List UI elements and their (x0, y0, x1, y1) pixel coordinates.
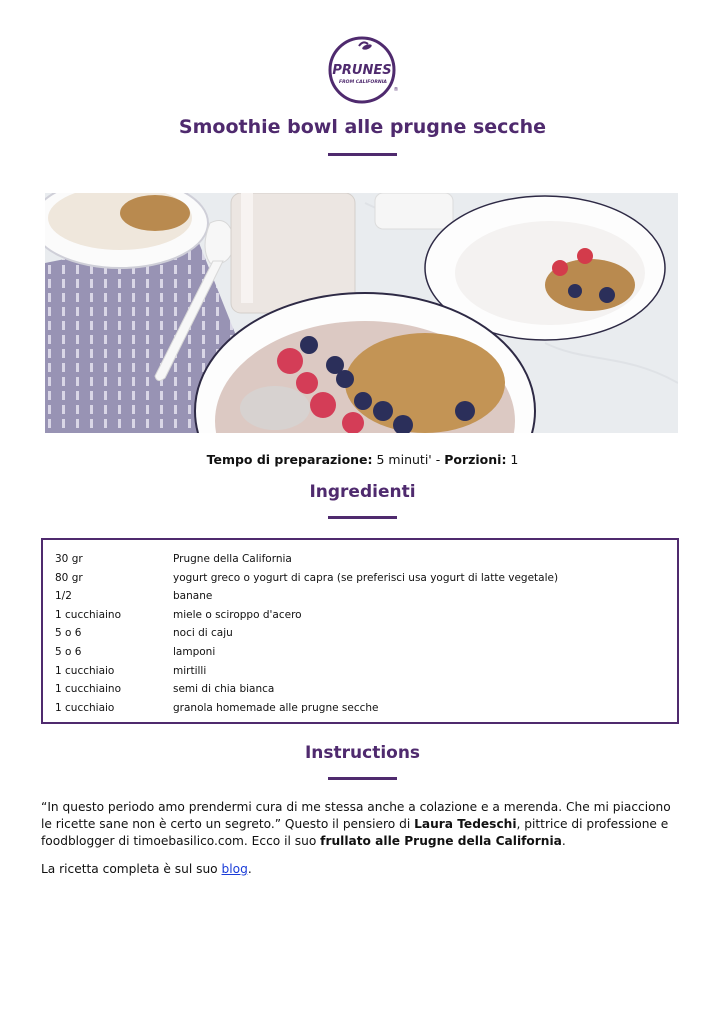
svg-text:FROM CALIFORNIA: FROM CALIFORNIA (338, 80, 388, 85)
blog-text: La ricetta completa è sul suo (41, 862, 222, 876)
servings-label: Porzioni: (444, 452, 507, 467)
ingredient-name: mirtilli (173, 664, 207, 677)
ingredient-quantity: 5 o 6 (55, 646, 82, 658)
ingredient-name: banane (173, 590, 213, 603)
blog-link[interactable]: blog (221, 862, 248, 876)
recipe-highlight: frullato alle Prugne della California (320, 834, 562, 848)
ingredient-quantity: 80 gr (55, 571, 83, 584)
prep-time-label: Tempo di preparazione: (206, 452, 373, 467)
title-divider (328, 153, 397, 156)
prep-time-value: 5 minuti' - (372, 452, 445, 467)
ingredients-heading: Ingredienti (309, 482, 416, 502)
instructions-text: , pittrice di professione e foodblogger di timoebasilico.com. Ecco il suo (41, 817, 669, 848)
blog-paragraph (41, 861, 681, 878)
ingredient-quantity: 30 gr (55, 553, 83, 565)
ingredient-quantity: 1 cucchiaino (55, 608, 121, 621)
instructions-text: . (561, 834, 566, 848)
instructions-divider (328, 777, 397, 780)
instructions-paragraph (41, 799, 681, 850)
svg-text:PRUNES: PRUNES (332, 63, 392, 78)
ingredient-name: Prugne della California (173, 553, 292, 565)
ingredient-name: granola homemade alle prugne secche (173, 701, 379, 714)
prunes-logo (326, 34, 400, 108)
ingredient-name: yogurt greco o yogurt di capra (se preferisci usa yogurt di latte vegetale) (173, 571, 559, 584)
blog-text: . (247, 862, 252, 876)
instructions-text: “In questo periodo amo prendermi cura di me stessa anche a colazione e a merenda. Che mi piacciono le ricette sane non è certo un segreto.” Questo il pensiero di (41, 800, 671, 831)
servings-value: 1 (506, 452, 519, 467)
ingredient-name: noci di caju (173, 627, 233, 640)
ingredient-name: semi di chia bianca (173, 683, 275, 696)
ingredient-quantity: 1/2 (55, 590, 72, 603)
ingredient-quantity: 1 cucchiaio (55, 664, 115, 677)
instructions-heading: Instructions (304, 743, 421, 763)
svg-text:®: ® (393, 87, 399, 93)
hero-photo (45, 193, 678, 433)
ingredient-name: miele o sciroppo d'acero (173, 608, 302, 621)
author-name: Laura Tedeschi (414, 817, 517, 831)
prep-info (0, 452, 725, 467)
recipe-title: Smoothie bowl alle prugne secche (178, 116, 547, 138)
ingredients-divider (328, 516, 397, 519)
ingredients-table (41, 538, 679, 724)
ingredient-quantity: 1 cucchiaio (55, 701, 115, 714)
ingredient-quantity: 5 o 6 (55, 627, 82, 640)
ingredient-quantity: 1 cucchiaino (55, 683, 121, 696)
ingredient-name: lamponi (173, 646, 216, 658)
